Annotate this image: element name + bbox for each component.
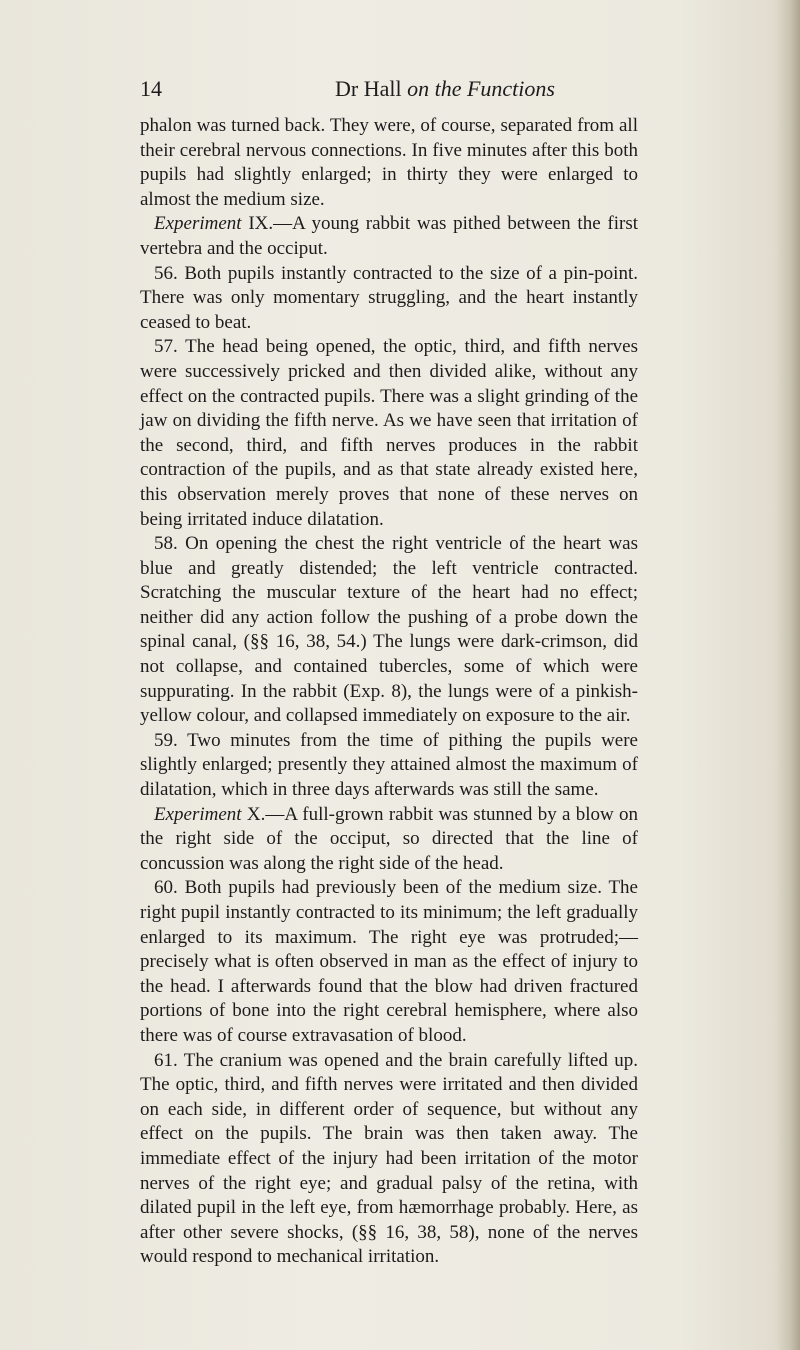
paragraph-58: 58. On opening the chest the right ventricle of the heart was blue and greatly distended; the left ventricle contracted. Scratching the muscular texture of the heart had no effect; neither did any action follow the pushing of a probe down the spinal canal, (§§ 16, 38, 54.) The lungs were dark-crimson, did not collapse, and contained tubercles, some of which were suppurating. In the rabbit (Exp. 8), the lungs were of a pinkish-yellow colour, and collapsed immediately on exposure to the air.	[140, 533, 638, 727]
running-head-italic: on the Functions	[407, 76, 555, 101]
paragraph-experiment-ix: Experiment IX.—A young rabbit was pithed between the first vertebra and the occiput.	[140, 213, 638, 259]
paragraph-56: 56. Both pupils instantly contracted to the size of a pin-point. There was only momentary struggling, and the heart instantly ceased to beat.	[140, 262, 638, 333]
page-edge-shadow	[776, 0, 800, 1350]
paragraph-experiment-x: Experiment X.—A full-grown rabbit was stunned by a blow on the right side of the occiput, so directed that the line of concussion was along the right side of the head.	[140, 803, 638, 874]
paragraph-60: 60. Both pupils had previously been of the medium size. The right pupil instantly contracted to its minimum; the left gradually enlarged to its maximum. The right eye was protruded;—precisely what is often observed in man as the effect of injury to the head. I afterwards found that the blow had driven fractured portions of bone into the right cerebral hemisphere, where also there was of course extravasation of blood.	[140, 877, 638, 1046]
running-head	[335, 76, 555, 102]
paragraph-61: 61. The cranium was opened and the brain carefully lifted up. The optic, third, and fifth nerves were irritated and then divided on each side, in different order of sequence, but without any effect on the pupils. The brain was then taken away. The immediate effect of the injury had been irritation of the motor nerves of the right eye; and gradual palsy of the retina, with dilated pupil in the left eye, from hæmorrhage probably. Here, as after other severe shocks, (§§ 16, 38, 58), none of the nerves would respond to mechanical irritation.	[140, 1049, 638, 1268]
paragraph-59: 59. Two minutes from the time of pithing the pupils were slightly enlarged; presently they attained almost the maximum of dilatation, which in three days afterwards was still the same.	[140, 729, 638, 801]
page-header	[140, 76, 610, 112]
paragraph-continuation: phalon was turned back. They were, of course, separated from all their cerebral nervous connections. In five minutes after this both pupils had slightly enlarged; in thirty they were enlarged to almost the medium size.	[140, 115, 638, 210]
page-number: 14	[140, 76, 162, 101]
running-head-author: Dr Hall	[335, 76, 402, 101]
paragraph-57: 57. The head being opened, the optic, third, and fifth nerves were successively pricked and then divided alike, without any effect on the contracted pupils. There was a slight grinding of the jaw on dividing the fifth nerve. As we have seen that irritation of the second, third, and fifth nerves produces in the rabbit contraction of the pupils, and as that state already existed here, this observation merely proves that none of these nerves on being irritated induce dilatation.	[140, 336, 638, 530]
body-text	[140, 114, 638, 1270]
